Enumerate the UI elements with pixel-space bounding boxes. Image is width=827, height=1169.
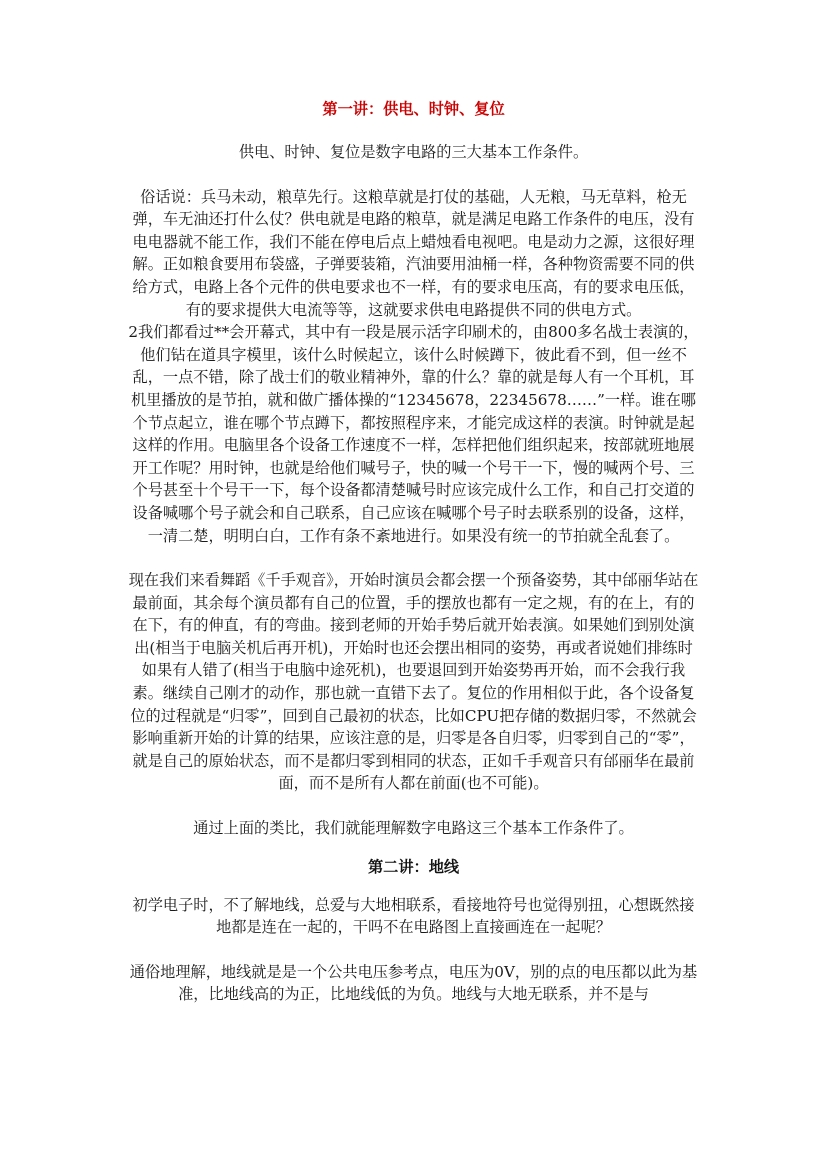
- lecture-2-title: 第二讲：地线: [367, 857, 460, 876]
- lecture-2-paragraph-ground: 通俗地理解，地线就是是一个公共电压参考点，电压为0V，别的点的电压都以此为基准，比地线高的为正，比地线低的为负。地线与大地无联系，并不是与: [129, 962, 698, 1004]
- lecture-1-paragraph-clock: 2我们都看过**会开幕式，其中有一段是展示活字印刷术的，由800多名战士表演的，他们钻在道具字模里，该什么时候起立，该什么时候蹲下，彼此看不到，但一丝不乱，一点不错，除了战士们的敬业精神外，靠的什么？靠的就是每人有一个耳机，耳机里播放的是节拍，就和做广播体操的“12345678，22345678……”一样。谁在哪个节点起立，谁在哪个节点蹲下，都按照程序来，才能完成这样的表演。时钟就是起这样的作用。电脑里各个设备工作速度不一样，怎样把他们组织起来，按部就班地展开工作呢？用时钟，也就是给他们喊号子，快的喊一个号干一下，慢的喊两个号、三个号甚至十个号干一下，每个设备都清楚喊号时应该完成什么工作，和自己打交道的设备喊哪个号子就会和自己联系，自己应该在喊哪个号子时去联系别的设备，这样，一清二楚，明明白白，工作有条不紊地进行。如果没有统一的节拍就全乱套了。: [128, 323, 699, 545]
- lecture-1-conclusion: 通过上面的类比，我们就能理解数字电路这三个基本工作条件了。: [193, 819, 634, 838]
- lecture-1-paragraph-power: 俗话说：兵马未动，粮草先行。这粮草就是打仗的基础，人无粮，马无草料，枪无弹，车无油还打什么仗？供电就是电路的粮草，就是满足电路工作条件的电压，没有电电器就不能工作，我们不能在停电后点上蜡烛看电视吧。电是动力之源，这很好理解。正如粮食要用布袋盛，子弹要装箱，汽油要用油桶一样，各种物资需要不同的供给方式，电路上各个元件的供电要求也不一样，有的要求电压高，有的要求电压低，有的要求提供大电流等等，这就要求供电电路提供不同的供电方式。: [132, 187, 695, 319]
- lecture-2-paragraph-intro: 初学电子时，不了解地线，总爱与大地相联系，看接地符号也觉得别扭，心想既然接地都是连在一起的，干吗不在电路图上直接画连在一起呢？: [132, 895, 695, 937]
- lecture-1-title: 第一讲：供电、时钟、复位: [322, 100, 505, 118]
- lecture-1-paragraph-reset: 现在我们来看舞蹈《千手观音》，开始时演员会都会摆一个预备姿势，其中邰丽华站在最前面，其余每个演员都有自己的位置，手的摆放也都有一定之规，有的在上，有的在下，有的伸直，有的弯曲。接到老师的开始手势后就开始表演。如果她们到别处演出(相当于电脑关机后再开机)，开始时也还会摆出相同的姿势，再或者说她们排练时如果有人错了(相当于电脑中途死机)，也要退回到开始姿势再开始，而不会我行我素。继续自己刚才的动作，那也就一直错下去了。复位的作用相似于此，各个设备复位的过程就是“归零”，回到自己最初的状态，比如CPU把存储的数据归零，不然就会影响重新开始的计算的结果，应该注意的是，归零是各自归零，归零到自己的“零”，就是自己的原始状态，而不是都归零到相同的状态，正如千手观音只有邰丽华在最前面，而不是所有人都在前面(也不可能)。: [128, 571, 699, 793]
- lecture-1-intro: 供电、时钟、复位是数字电路的三大基本工作条件。: [238, 143, 589, 161]
